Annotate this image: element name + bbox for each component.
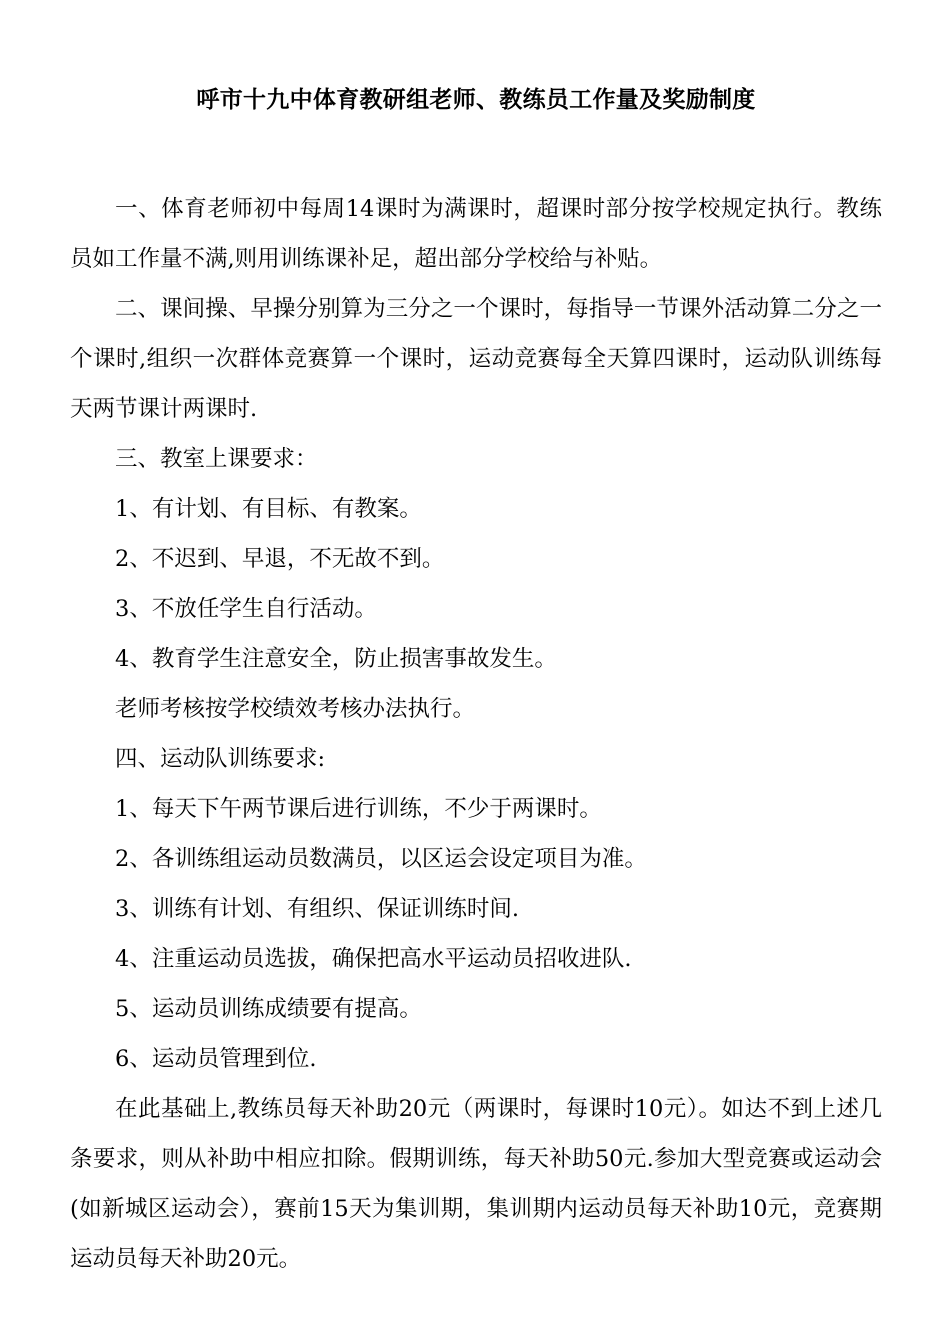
paragraph-class-hour-conversion: 二、课间操、早操分别算为三分之一个课时，每指导一节课外活动算二分之一个课时,组织一次群体竞赛算一个课时，运动竞赛每全天算四课时，运动队训练每天两节课计两课时.	[70, 296, 882, 422]
paragraph-team-training-2: 2、各训练组运动员数满员，以区运会设定项目为准。	[115, 846, 647, 872]
paragraph-teacher-assessment: 老师考核按学校绩效考核办法执行。	[115, 696, 476, 722]
paragraph-team-training-1: 1、每天下午两节课后进行训练，不少于两课时。	[115, 796, 602, 822]
paragraph-team-training-4: 4、注重运动员选拔，确保把高水平运动员招收进队.	[115, 946, 632, 972]
paragraph-workload-standard: 一、体育老师初中每周14课时为满课时，超课时部分按学校规定执行。教练员如工作量不满,则用训练课补足，超出部分学校给与补贴。	[70, 196, 882, 272]
document-body	[70, 184, 882, 1284]
paragraph-team-training-6: 6、运动员管理到位.	[115, 1046, 317, 1072]
document-title: 呼市十九中体育教研组老师、教练员工作量及奖励制度	[196, 87, 756, 113]
document-page	[70, 82, 882, 1284]
paragraph-team-training-3: 3、训练有计划、有组织、保证训练时间.	[115, 896, 519, 922]
paragraph-classroom-requirement-3: 3、不放任学生自行活动。	[115, 596, 377, 622]
paragraph-team-training-heading: 四、运动队训练要求:	[115, 746, 326, 772]
paragraph-classroom-requirement-2: 2、不迟到、早退，不无故不到。	[115, 546, 445, 572]
paragraph-team-training-5: 5、运动员训练成绩要有提高。	[115, 996, 422, 1022]
paragraph-classroom-requirement-4: 4、教育学生注意安全，防止损害事故发生。	[115, 646, 557, 672]
paragraph-subsidy-rules: 在此基础上,教练员每天补助20元（两课时，每课时10元）。如达不到上述几条要求，则从补助中相应扣除。假期训练，每天补助50元.参加大型竞赛或运动会(如新城区运动会），赛前15天为集训期，集训期内运动员每天补助10元，竞赛期运动员每天补助20元。	[70, 1096, 882, 1272]
paragraph-classroom-requirement-1: 1、有计划、有目标、有教案。	[115, 496, 422, 522]
paragraph-classroom-requirements-heading: 三、教室上课要求：	[115, 446, 318, 472]
